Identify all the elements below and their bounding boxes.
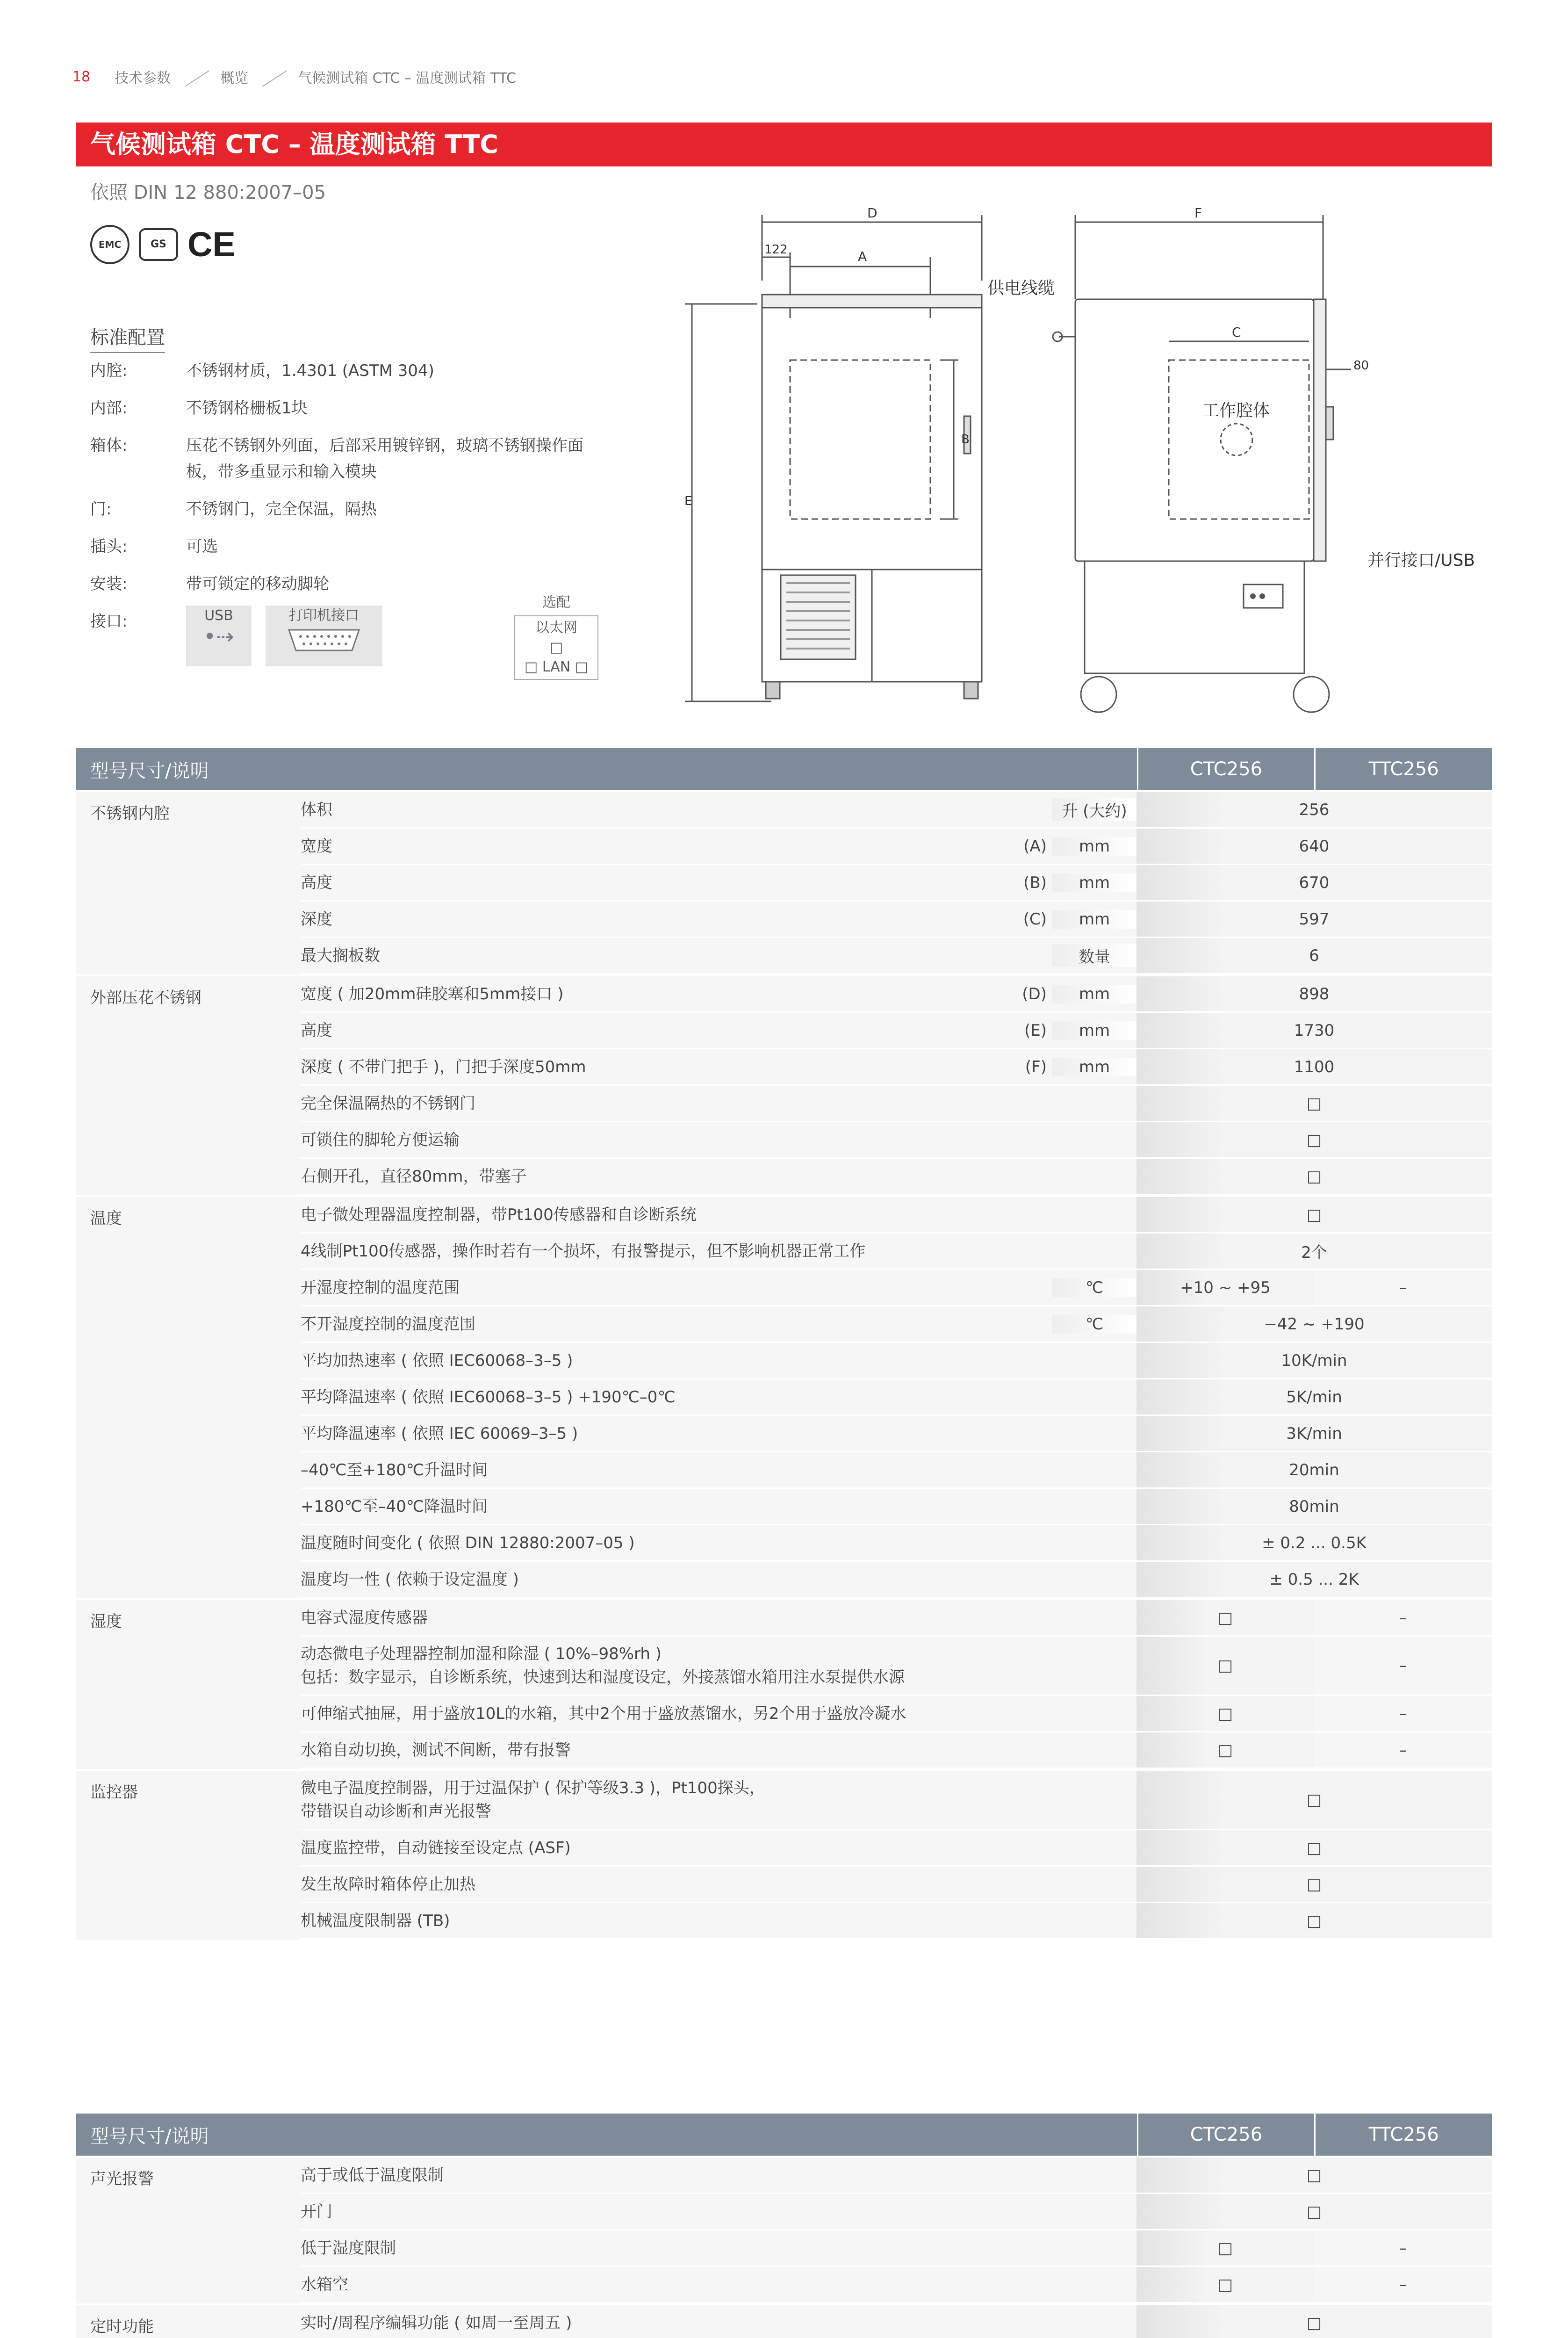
row-letter: (E) (1024, 1021, 1047, 1040)
row-label: 水箱空 (301, 2275, 348, 2294)
row-label: 发生故障时箱体停止加热 (301, 1875, 475, 1894)
config-value: 带可锁定的移动脚轮 (186, 575, 329, 593)
row-value: □ (1136, 1771, 1492, 1829)
config-value: 可选 (186, 537, 218, 556)
lan-label: □ LAN □ (524, 659, 589, 675)
row-label: 平均加热速率 ( 依照 IEC60068–3–5 ) (301, 1351, 573, 1370)
row-unit: ℃ (1052, 1315, 1136, 1334)
row-value: 3K/min (1136, 1416, 1492, 1451)
table-row (301, 829, 1492, 865)
dim-122-label: 122 (764, 243, 788, 257)
config-value: 压花不锈钢外列面，后部采用镀锌钢，玻璃不锈钢操作面板，带多重显示和输入模块 (186, 436, 583, 481)
row-label: 平均降温速率 ( 依照 IEC60068–3–5 ) +190℃–0℃ (301, 1387, 676, 1407)
table-row (301, 1600, 1492, 1637)
group-name: 定时功能 (90, 2317, 154, 2336)
printer-interface (266, 606, 382, 666)
table-row (301, 1830, 1492, 1867)
table-row (301, 1771, 1492, 1830)
row-value-ttc: – (1399, 1608, 1407, 1627)
config-row (90, 433, 649, 485)
table-body (76, 790, 1492, 1940)
table-header (76, 2114, 1492, 2156)
config-key: 门: (90, 500, 112, 519)
row-value: 898 (1136, 976, 1492, 1011)
row-label: 完全保温隔热的不锈钢门 (301, 1094, 475, 1113)
table-row (301, 976, 1492, 1013)
row-value: 10K/min (1136, 1343, 1492, 1378)
row-label: 高度 (301, 873, 332, 892)
table-row (301, 2305, 1492, 2338)
header-ctc: CTC256 (1137, 748, 1315, 790)
table-row (301, 1379, 1492, 1416)
certification-marks (90, 224, 236, 264)
group-name: 监控器 (90, 1783, 138, 1802)
row-value: □ (1136, 1159, 1492, 1194)
row-label: +180℃至–40℃降温时间 (301, 1497, 488, 1516)
table-row (301, 2158, 1492, 2194)
front-view-drawing (678, 201, 1005, 725)
row-unit: ℃ (1052, 1278, 1136, 1297)
config-value: 不锈钢门，完全保温，隔热 (186, 500, 377, 519)
row-label: 宽度 ( 加20mm硅胶塞和5mm接口 ) (301, 984, 564, 1003)
table-row (301, 2267, 1492, 2303)
table-row (301, 1343, 1492, 1379)
row-label: 温度监控带，自动链接至设定点 (ASF) (301, 1838, 571, 1857)
table-row (301, 792, 1492, 829)
table-group (76, 1598, 1492, 1769)
breadcrumb-separator (181, 67, 210, 86)
group-name: 声光报警 (90, 2170, 154, 2188)
group-name: 不锈钢内腔 (90, 804, 170, 823)
row-unit: mm (1052, 985, 1136, 1003)
table-header (76, 748, 1492, 790)
optional-label: 选配 (542, 594, 570, 611)
ce-mark-icon: CE (187, 225, 236, 264)
row-label: 高于或低于温度限制 (301, 2165, 444, 2185)
table-row (301, 1732, 1492, 1769)
table-row (301, 1452, 1492, 1489)
dim-80-label: 80 (1353, 359, 1369, 373)
table-row (301, 1270, 1492, 1306)
table-row (301, 1525, 1492, 1562)
config-key: 接口: (90, 612, 128, 631)
table-row (301, 1562, 1492, 1598)
row-value: −42 ~ +190 (1136, 1306, 1492, 1342)
table-row (301, 2230, 1492, 2267)
dim-a-label: A (858, 249, 867, 264)
usb-port-label: 并行接口/USB (1367, 551, 1475, 570)
row-letter: (C) (1023, 909, 1047, 929)
table-row (301, 1867, 1492, 1903)
table-group (76, 2303, 1492, 2338)
header-ctc: CTC256 (1137, 2114, 1315, 2156)
row-label: 微电子温度控制器，用于过温保护 ( 保护等级3.3 )，Pt100探头， 带错误自动诊断和声光报警 (301, 1779, 765, 1821)
row-value: □ (1136, 1903, 1492, 1938)
row-label: 宽度 (301, 837, 332, 856)
row-unit: mm (1052, 1058, 1136, 1076)
row-label: 水箱自动切换，测试不间断，带有报警 (301, 1740, 571, 1760)
row-label: 深度 (301, 909, 332, 929)
config-key: 安装: (90, 575, 128, 593)
row-value: 5K/min (1136, 1379, 1492, 1414)
config-row (90, 534, 649, 560)
dim-b-label: B (961, 433, 970, 447)
table-group (76, 2156, 1492, 2303)
emc-mark-icon: EMC (90, 225, 129, 264)
page-number: 18 (72, 68, 91, 85)
table-row (301, 1013, 1492, 1049)
row-value: ± 0.2 ... 0.5K (1136, 1525, 1492, 1560)
table-group (76, 790, 1492, 974)
row-unit: mm (1052, 910, 1136, 929)
config-row (90, 395, 649, 421)
row-value: □ (1136, 2194, 1492, 2229)
table-row (301, 1416, 1492, 1452)
table-group (76, 974, 1492, 1195)
table-row (301, 1234, 1492, 1270)
table-row (301, 902, 1492, 938)
row-label: –40℃至+180℃升温时间 (301, 1460, 488, 1479)
row-label: 动态微电子处理器控制加湿和除湿 ( 10%–98%rh ) 包括：数字显示，自诊断系统，快速到达和湿度设定，外接蒸馏水箱用注水泵提供水源 (301, 1645, 905, 1687)
row-value-ttc: – (1399, 1740, 1407, 1760)
table-row (301, 1696, 1492, 1732)
table-row (301, 1159, 1492, 1195)
breadcrumb-item: 技术参数 (115, 70, 171, 87)
row-value-ttc: – (1399, 1656, 1407, 1675)
header-desc: 型号尺寸/说明 (90, 760, 209, 782)
row-label: 低于湿度限制 (301, 2238, 396, 2258)
row-label: 4线制Pt100传感器，操作时若有一个损坏，有报警提示，但不影响机器正常工作 (301, 1241, 866, 1261)
row-letter: (B) (1023, 873, 1047, 892)
row-letter: (F) (1025, 1057, 1047, 1076)
usb-interface (186, 606, 252, 666)
group-name: 外部压花不锈钢 (90, 989, 201, 1007)
gs-mark-icon: GS (139, 228, 178, 261)
table-row (301, 1637, 1492, 1696)
config-key: 内部: (90, 399, 128, 418)
table-row (301, 1903, 1492, 1940)
config-row (90, 358, 649, 384)
table-row (301, 1197, 1492, 1234)
table-group (76, 1195, 1492, 1598)
group-rows (301, 1771, 1492, 1940)
row-value: 2个 (1136, 1234, 1492, 1269)
row-value: 1100 (1136, 1049, 1492, 1084)
row-value: □ (1136, 1122, 1492, 1157)
group-rows (301, 1197, 1492, 1598)
row-value: 20min (1136, 1452, 1492, 1487)
row-value: 6 (1136, 938, 1492, 973)
usb-icon: •⇢ (203, 624, 234, 649)
row-label: 电容式湿度传感器 (301, 1608, 428, 1627)
checkbox-icon: □ (549, 639, 563, 656)
row-value-ctc: □ (1136, 1637, 1314, 1695)
standard-config-heading: 标准配置 (90, 323, 165, 353)
row-unit: mm (1052, 837, 1136, 856)
row-value-ctc: □ (1136, 2230, 1314, 2266)
parallel-port-icon (284, 626, 364, 654)
standard-note: 依照 DIN 12 880:2007–05 (90, 182, 326, 203)
table-row (301, 865, 1492, 902)
dim-e-label: E (684, 494, 692, 508)
row-label: 电子微处理器温度控制器，带Pt100传感器和自诊断系统 (301, 1205, 697, 1224)
row-value: □ (1136, 1867, 1492, 1902)
config-key: 插头: (90, 537, 128, 556)
row-value-ttc: – (1399, 1704, 1407, 1723)
row-label: 机械温度限制器 (TB) (301, 1911, 450, 1930)
breadcrumb-separator (259, 67, 288, 86)
row-label: 温度均一性 ( 依赖于设定温度 ) (301, 1570, 519, 1589)
row-value-ctc: □ (1136, 2267, 1314, 2302)
side-view-drawing (1014, 201, 1482, 725)
row-value: 670 (1136, 865, 1492, 900)
row-label: 深度 ( 不带门把手 )，门把手深度50mm (301, 1057, 586, 1076)
row-letter: (A) (1023, 837, 1047, 856)
group-rows (301, 1600, 1492, 1769)
row-value-ctc: +10 ~ +95 (1136, 1270, 1314, 1305)
header-ttc: TTC256 (1314, 2114, 1492, 2156)
row-value-ctc: □ (1136, 1696, 1314, 1731)
config-row (90, 496, 649, 522)
breadcrumb-item: 概览 (220, 70, 249, 87)
row-unit: mm (1052, 873, 1136, 892)
row-label: 高度 (301, 1021, 332, 1040)
row-value-ttc: – (1399, 2275, 1407, 2294)
group-rows (301, 792, 1492, 974)
table-group (76, 1769, 1492, 1940)
group-name: 温度 (90, 1209, 122, 1228)
row-label: 温度随时间变化 ( 依照 DIN 12880:2007–05 ) (301, 1533, 635, 1552)
table-row (301, 1086, 1492, 1122)
row-label: 不开湿度控制的温度范围 (301, 1314, 475, 1334)
row-label: 体积 (301, 800, 332, 819)
row-value: 80min (1136, 1489, 1492, 1524)
dim-d-label: D (867, 205, 878, 221)
row-value: □ (1136, 1086, 1492, 1121)
usb-label: USB (204, 607, 233, 624)
row-value: ± 0.5 ... 2K (1136, 1562, 1492, 1597)
row-value-ttc: – (1399, 1278, 1407, 1297)
row-value: □ (1136, 1830, 1492, 1865)
row-value-ttc: – (1399, 2238, 1407, 2258)
dim-f-label: F (1194, 205, 1202, 221)
group-rows (301, 2158, 1492, 2303)
page-title: 气候测试箱 CTC – 温度测试箱 TTC (76, 123, 1492, 166)
table-row (301, 1122, 1492, 1159)
row-label: 可锁住的脚轮方便运输 (301, 1130, 460, 1149)
power-cable-label: 供电线缆 (987, 279, 1055, 298)
ethernet-label: 以太网 (535, 620, 577, 636)
row-label: 实时/周程序编辑功能 ( 如周一至周五 ) (301, 2313, 572, 2332)
row-value: □ (1136, 2305, 1492, 2338)
row-value-ctc: □ (1136, 1732, 1314, 1768)
config-value: 不锈钢材质，1.4301 (ASTM 304) (186, 361, 434, 380)
header-ttc: TTC256 (1314, 748, 1492, 790)
row-unit: mm (1052, 1021, 1136, 1040)
row-label: 开湿度控制的温度范围 (301, 1278, 460, 1297)
interface-list (186, 606, 382, 666)
dim-c-label: C (1232, 325, 1241, 340)
printer-label: 打印机接口 (289, 607, 359, 624)
row-label: 可伸缩式抽屉，用于盛放10L的水箱，其中2个用于盛放蒸馏水，另2个用于盛放冷凝水 (301, 1704, 906, 1723)
row-value: 640 (1136, 829, 1492, 864)
table-row (301, 2194, 1492, 2230)
row-unit: 升 (大约) (1052, 798, 1136, 821)
table-body (76, 2156, 1492, 2338)
table-row (301, 1049, 1492, 1086)
row-label: 右侧开孔，直径80mm，带塞子 (301, 1167, 527, 1186)
table-row (301, 938, 1492, 974)
group-name: 湿度 (90, 1612, 122, 1631)
row-value: 597 (1136, 902, 1492, 937)
row-value: □ (1136, 1197, 1492, 1232)
ethernet-option (514, 615, 598, 680)
header-desc: 型号尺寸/说明 (90, 2125, 209, 2147)
config-key: 内腔: (90, 361, 128, 380)
row-unit: 数量 (1052, 944, 1136, 967)
row-value-ctc: □ (1136, 1600, 1314, 1635)
table-row (301, 1489, 1492, 1525)
chamber-label: 工作腔体 (1202, 401, 1270, 420)
row-value: □ (1136, 2158, 1492, 2193)
config-key: 箱体: (90, 436, 128, 455)
breadcrumb-item: 气候测试箱 CTC – 温度测试箱 TTC (298, 70, 517, 87)
optional-interface (514, 593, 598, 680)
row-value: 1730 (1136, 1013, 1492, 1048)
group-rows (301, 2305, 1492, 2338)
row-label: 最大搁板数 (301, 946, 380, 965)
row-label: 平均降温速率 ( 依照 IEC 60069–3–5 ) (301, 1424, 578, 1443)
spec-table-1 (76, 748, 1492, 1940)
table-row (301, 1306, 1492, 1343)
breadcrumb (72, 66, 516, 87)
row-value: 256 (1136, 792, 1492, 827)
config-value: 不锈钢格栅板1块 (186, 399, 308, 418)
row-letter: (D) (1022, 984, 1047, 1003)
group-rows (301, 976, 1492, 1195)
spec-table-2 (76, 2114, 1492, 2338)
row-label: 开门 (301, 2202, 332, 2221)
